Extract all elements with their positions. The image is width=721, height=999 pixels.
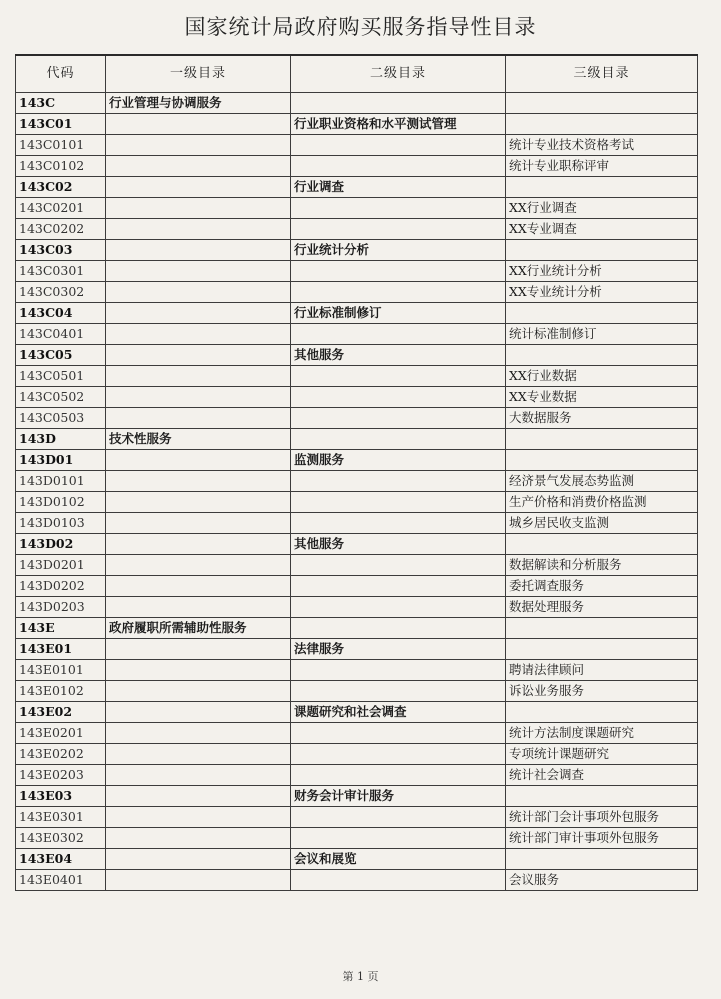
table-row	[16, 387, 698, 408]
cell-level2: 课题研究和社会调查	[291, 702, 506, 723]
table-row	[16, 93, 698, 114]
cell-level2	[291, 492, 506, 513]
cell-code: 143C0102	[16, 156, 106, 177]
cell-code: 143D02	[16, 534, 106, 555]
cell-level1	[106, 555, 291, 576]
cell-level3: XX行业数据	[506, 366, 698, 387]
cell-level1	[106, 261, 291, 282]
cell-level3	[506, 849, 698, 870]
cell-level2: 行业统计分析	[291, 240, 506, 261]
cell-level1	[106, 660, 291, 681]
cell-level2	[291, 198, 506, 219]
cell-level1	[106, 324, 291, 345]
cell-code: 143D0201	[16, 555, 106, 576]
cell-code: 143E04	[16, 849, 106, 870]
cell-level3	[506, 114, 698, 135]
cell-level1	[106, 282, 291, 303]
cell-level1	[106, 534, 291, 555]
table-body	[16, 93, 698, 891]
table-row	[16, 366, 698, 387]
table-row	[16, 555, 698, 576]
cell-code: 143C04	[16, 303, 106, 324]
cell-code: 143D0203	[16, 597, 106, 618]
table-row	[16, 261, 698, 282]
cell-level3: XX专业数据	[506, 387, 698, 408]
cell-code: 143E0102	[16, 681, 106, 702]
cell-level3: 数据处理服务	[506, 597, 698, 618]
cell-level2: 监测服务	[291, 450, 506, 471]
table-row	[16, 597, 698, 618]
cell-code: 143E0201	[16, 723, 106, 744]
table-row	[16, 681, 698, 702]
cell-level3: XX专业调查	[506, 219, 698, 240]
cell-level3	[506, 345, 698, 366]
table-row	[16, 870, 698, 891]
cell-level1	[106, 198, 291, 219]
cell-level3: 聘请法律顾问	[506, 660, 698, 681]
cell-level2	[291, 618, 506, 639]
table-row	[16, 576, 698, 597]
cell-level1	[106, 471, 291, 492]
cell-level1	[106, 114, 291, 135]
table-row	[16, 534, 698, 555]
catalog-table	[15, 54, 698, 891]
cell-level1	[106, 723, 291, 744]
table-row	[16, 471, 698, 492]
cell-level1	[106, 744, 291, 765]
table-row	[16, 618, 698, 639]
table-row	[16, 156, 698, 177]
cell-level1	[106, 576, 291, 597]
cell-level1: 行业管理与协调服务	[106, 93, 291, 114]
cell-level2	[291, 723, 506, 744]
page-number: 第 1 页	[342, 970, 379, 983]
cell-level3: 统计专业职称评审	[506, 156, 698, 177]
cell-level1	[106, 807, 291, 828]
cell-level3: 经济景气发展态势监测	[506, 471, 698, 492]
table-row	[16, 828, 698, 849]
header-row	[16, 55, 698, 93]
table-row	[16, 660, 698, 681]
table-row	[16, 513, 698, 534]
cell-level1: 政府履职所需辅助性服务	[106, 618, 291, 639]
table-row	[16, 324, 698, 345]
table-row	[16, 345, 698, 366]
cell-level3	[506, 303, 698, 324]
cell-code: 143E0301	[16, 807, 106, 828]
cell-level3	[506, 240, 698, 261]
cell-level2	[291, 93, 506, 114]
table-row	[16, 702, 698, 723]
cell-level2	[291, 429, 506, 450]
cell-level1	[106, 786, 291, 807]
cell-level3: 会议服务	[506, 870, 698, 891]
cell-level2	[291, 681, 506, 702]
cell-code: 143C0501	[16, 366, 106, 387]
cell-level2	[291, 765, 506, 786]
cell-code: 143E03	[16, 786, 106, 807]
cell-code: 143E02	[16, 702, 106, 723]
table-row	[16, 786, 698, 807]
cell-level2	[291, 282, 506, 303]
cell-code: 143C0202	[16, 219, 106, 240]
cell-code: 143C03	[16, 240, 106, 261]
table-row	[16, 282, 698, 303]
header-level3: 三级目录	[506, 55, 698, 93]
cell-code: 143C0502	[16, 387, 106, 408]
cell-code: 143D0101	[16, 471, 106, 492]
cell-code: 143C0302	[16, 282, 106, 303]
cell-code: 143D0202	[16, 576, 106, 597]
cell-level1	[106, 219, 291, 240]
cell-code: 143D0103	[16, 513, 106, 534]
cell-level1	[106, 870, 291, 891]
cell-code: 143E0202	[16, 744, 106, 765]
cell-level3: 生产价格和消费价格监测	[506, 492, 698, 513]
table-row	[16, 450, 698, 471]
cell-code: 143D0102	[16, 492, 106, 513]
cell-code: 143E0401	[16, 870, 106, 891]
cell-level1	[106, 387, 291, 408]
cell-level3	[506, 618, 698, 639]
cell-level2	[291, 219, 506, 240]
cell-level1	[106, 702, 291, 723]
cell-level2	[291, 744, 506, 765]
header-level2: 二级目录	[291, 55, 506, 93]
cell-level1	[106, 849, 291, 870]
cell-level2	[291, 513, 506, 534]
cell-level3: 专项统计课题研究	[506, 744, 698, 765]
cell-level3: XX专业统计分析	[506, 282, 698, 303]
header-code: 代码	[16, 55, 106, 93]
cell-level1	[106, 177, 291, 198]
cell-level1	[106, 639, 291, 660]
cell-level2	[291, 597, 506, 618]
cell-level2	[291, 660, 506, 681]
cell-code: 143C01	[16, 114, 106, 135]
cell-level1: 技术性服务	[106, 429, 291, 450]
cell-level1	[106, 156, 291, 177]
cell-level2	[291, 156, 506, 177]
cell-level2	[291, 408, 506, 429]
cell-level3	[506, 429, 698, 450]
table-row	[16, 849, 698, 870]
cell-level2: 行业调查	[291, 177, 506, 198]
cell-code: 143C0503	[16, 408, 106, 429]
cell-level3	[506, 786, 698, 807]
page-title: 国家统计局政府购买服务指导性目录	[184, 15, 537, 39]
cell-level2	[291, 870, 506, 891]
cell-level3: 统计专业技术资格考试	[506, 135, 698, 156]
cell-level2: 行业职业资格和水平测试管理	[291, 114, 506, 135]
table-row	[16, 177, 698, 198]
table-row	[16, 240, 698, 261]
cell-level3	[506, 177, 698, 198]
cell-level1	[106, 366, 291, 387]
cell-level2: 会议和展览	[291, 849, 506, 870]
cell-code: 143E01	[16, 639, 106, 660]
cell-level3: 大数据服务	[506, 408, 698, 429]
cell-level2	[291, 807, 506, 828]
cell-code: 143D01	[16, 450, 106, 471]
cell-level2: 财务会计审计服务	[291, 786, 506, 807]
cell-level3: 统计标准制修订	[506, 324, 698, 345]
cell-level1	[106, 597, 291, 618]
cell-code: 143C0301	[16, 261, 106, 282]
cell-code: 143C0401	[16, 324, 106, 345]
cell-level1	[106, 408, 291, 429]
table-row	[16, 408, 698, 429]
table-row	[16, 765, 698, 786]
cell-level3: 城乡居民收支监测	[506, 513, 698, 534]
table-header	[16, 55, 698, 93]
cell-level2	[291, 324, 506, 345]
table-row	[16, 639, 698, 660]
cell-level3: 统计部门会计事项外包服务	[506, 807, 698, 828]
cell-level2	[291, 366, 506, 387]
cell-level3	[506, 534, 698, 555]
table-row	[16, 744, 698, 765]
table-row	[16, 429, 698, 450]
cell-level1	[106, 513, 291, 534]
cell-level3: 诉讼业务服务	[506, 681, 698, 702]
table-row	[16, 303, 698, 324]
cell-level2: 法律服务	[291, 639, 506, 660]
table-row	[16, 723, 698, 744]
cell-level2	[291, 828, 506, 849]
cell-level1	[106, 765, 291, 786]
cell-code: 143C	[16, 93, 106, 114]
header-level1: 一级目录	[106, 55, 291, 93]
cell-code: 143E	[16, 618, 106, 639]
cell-code: 143C0201	[16, 198, 106, 219]
cell-code: 143C05	[16, 345, 106, 366]
cell-level3: 委托调查服务	[506, 576, 698, 597]
cell-code: 143E0302	[16, 828, 106, 849]
cell-code: 143D	[16, 429, 106, 450]
cell-level1	[106, 240, 291, 261]
cell-level2	[291, 261, 506, 282]
cell-level1	[106, 492, 291, 513]
table-row	[16, 198, 698, 219]
cell-code: 143C0101	[16, 135, 106, 156]
cell-level3: 数据解读和分析服务	[506, 555, 698, 576]
cell-level1	[106, 135, 291, 156]
cell-code: 143E0203	[16, 765, 106, 786]
cell-level2: 其他服务	[291, 534, 506, 555]
cell-code: 143C02	[16, 177, 106, 198]
cell-level2: 行业标准制修订	[291, 303, 506, 324]
cell-level1	[106, 681, 291, 702]
cell-level3	[506, 702, 698, 723]
cell-level2	[291, 471, 506, 492]
cell-level2	[291, 555, 506, 576]
cell-level2: 其他服务	[291, 345, 506, 366]
cell-level3	[506, 450, 698, 471]
cell-level2	[291, 387, 506, 408]
cell-level2	[291, 135, 506, 156]
table-row	[16, 114, 698, 135]
cell-level1	[106, 345, 291, 366]
cell-level3: 统计社会调查	[506, 765, 698, 786]
cell-level3: 统计部门审计事项外包服务	[506, 828, 698, 849]
cell-level3	[506, 93, 698, 114]
cell-level1	[106, 303, 291, 324]
cell-level3: XX行业统计分析	[506, 261, 698, 282]
table-row	[16, 492, 698, 513]
table-row	[16, 135, 698, 156]
table-row	[16, 807, 698, 828]
cell-level1	[106, 450, 291, 471]
cell-level2	[291, 576, 506, 597]
cell-level3: 统计方法制度课题研究	[506, 723, 698, 744]
cell-level3	[506, 639, 698, 660]
cell-level3: XX行业调查	[506, 198, 698, 219]
table-row	[16, 219, 698, 240]
cell-level1	[106, 828, 291, 849]
cell-code: 143E0101	[16, 660, 106, 681]
